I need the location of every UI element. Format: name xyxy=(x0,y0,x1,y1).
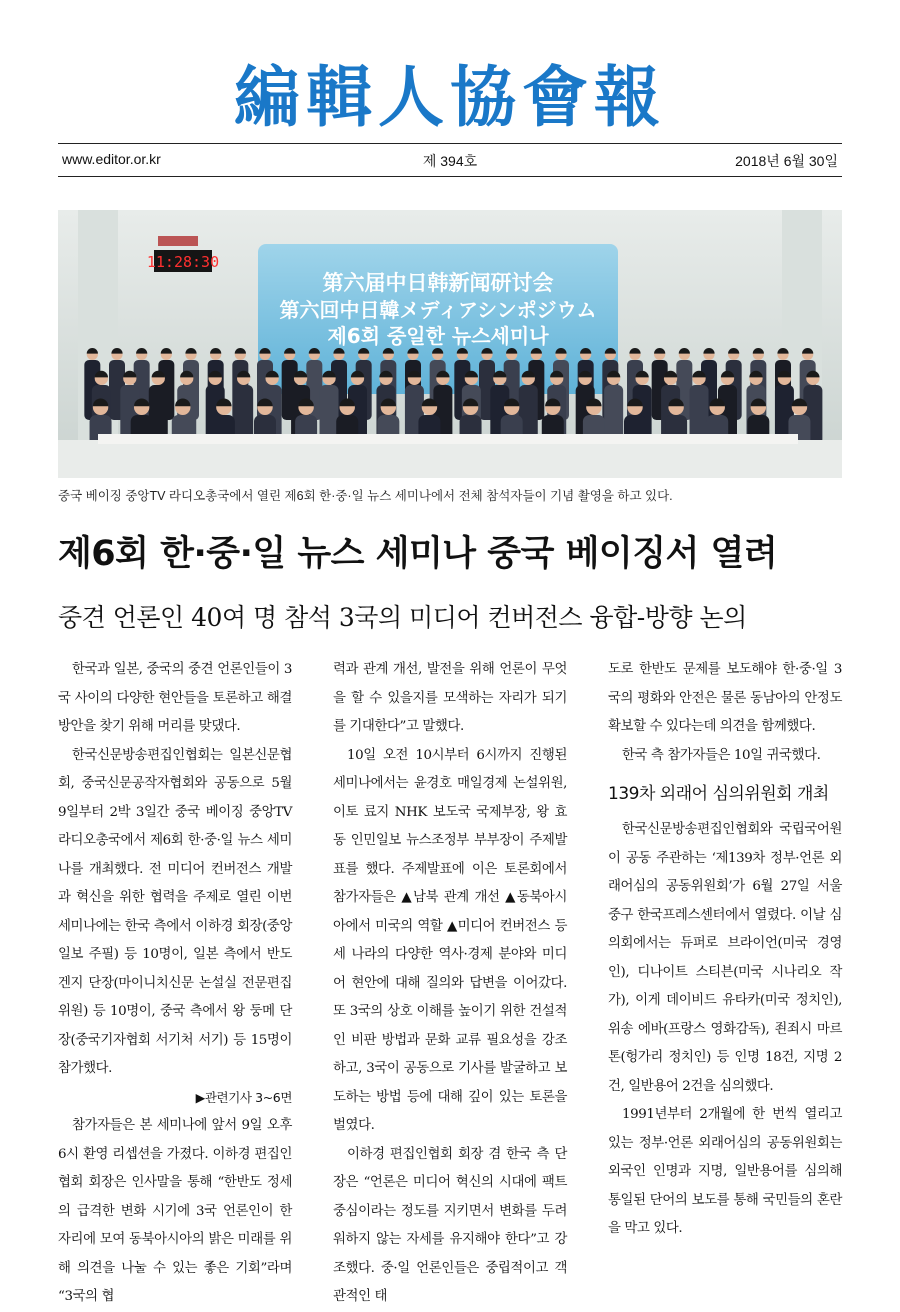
paragraph: 1991년부터 2개월에 한 번씩 열리고 있는 정부·언론 외래어심의 공동위원회는 외국인 인명과 지명, 일반용어를 심의해 통일된 단어의 보도를 통해 국민들의 혼란을 막고 있다. xyxy=(608,1107,842,1236)
paragraph: 한국신문방송편집인협회는 일본신문협회, 중국신문공작자협회와 공동으로 5월 9일부터 2박 3일간 중국 베이징 중앙TV 라디오총국에서 제6회 한·중·일 뉴스 세미나를 개최했다. 전 미디어 컨버전스 개발과 혁신을 위한 협력을 주제로 열린 이번 세미나에는 한국 측에서 이하경 회장(중앙일보 주필) 등 10명이, 일본 측에서 반도 겐지 단장(마이니치신문 논설실 전문편집위원) 등 10명이, 중국 측에서 왕 둥메 단장(중국기자협회 서기처 서기) 등 15명이 참가했다. xyxy=(58,747,292,1076)
article-column-2 xyxy=(333,656,567,1312)
banner-line-2: 第六回中日韓メディアシンポジウム xyxy=(279,298,597,322)
info-bar xyxy=(58,143,842,177)
paragraph: 력과 관계 개선, 발전을 위해 언론이 무엇을 할 수 있을지를 모색하는 자리가 되기를 기대한다”고 말했다. xyxy=(333,662,567,734)
paragraph: 한국과 일본, 중국의 중견 언론인들이 3국 사이의 다양한 현안들을 토론하고 해결 방안을 찾기 위해 머리를 맞댔다. xyxy=(58,662,292,734)
paragraph: 한국 측 참가자들은 10일 귀국했다. xyxy=(622,747,821,763)
clock-display: 11:28:30 xyxy=(146,253,220,271)
group-photo xyxy=(58,210,842,478)
sub-headline: 중견 언론인 40여 명 참석 3국의 미디어 컨버전스 융합-방향 논의 xyxy=(58,603,747,632)
banner-line-3: 제6회 중일한 뉴스세미나 xyxy=(327,324,549,348)
paragraph: 이하경 편집인협회 회장 겸 한국 측 단장은 “언론은 미디어 혁신의 시대에 팩트 중심이라는 정도를 지키면서 변화를 두려워하지 않는 자세를 유지해야 한다”고 강조했다. 중·일 언론인들은 중립적이고 객관적인 태 xyxy=(333,1146,567,1304)
site-url: www.editor.or.kr xyxy=(62,151,161,167)
paragraph: 한국신문방송편집인협회와 국립국어원이 공동 주관하는 ‘제139차 정부·언론 외래어심의 공동위원회’가 6월 27일 서울 중구 한국프레스센터에서 열렸다. 이날 심의회에서는 듀퍼로 브라이언(미국 경영인), 디나이트 스티븐(미국 시나리오 작가), 이게 데이비드 유타카(미국 정치인), 위송 에바(프랑스 영화감독), 죈죄시 마르톤(헝가리 정치인) 등 인명 18건, 지명 2건, 일반용어 2건을 심의했다. xyxy=(608,822,842,1094)
issue-date: 2018년 6월 30일 xyxy=(735,153,838,169)
paragraph: 도로 한반도 문제를 보도해야 한·중·일 3국의 평화와 안전은 물론 동남아의 안정도 확보할 수 있다는데 의견을 함께했다. xyxy=(608,662,842,734)
paragraph: 참가자들은 본 세미나에 앞서 9일 오후 6시 환영 리셉션을 가졌다. 이하경 편집인협회 회장은 인사말을 통해 “한반도 정세의 급격한 변화 시기에 3국 언론인이 한 자리에 모여 동북아시아의 밝은 미래를 위해 의견을 나눌 수 있는 좋은 기회”라며 “3국의 협 xyxy=(58,1118,292,1304)
issue-number: 제 394호 xyxy=(422,153,478,169)
article-column-3 xyxy=(608,656,842,1244)
paragraph: 10일 오전 10시부터 6시까지 진행된 세미나에서는 윤경호 매일경제 논설위원, 이토 료지 NHK 보도국 국제부장, 왕 효동 인민일보 뉴스조정부 부부장이 주제발표를 했다. 주제발표에 이은 토론회에서 참가자들은 ▲남북 관계 개선 ▲동북아시아에서 미국의 역할 ▲미디어 컨버전스 등 세 나라의 다양한 역사·경제 분야와 미디어 현안에 대해 질의와 답변을 이어갔다. 또 3국의 상호 이해를 높이기 위한 건설적인 비판 방법과 문화 교류 필요성을 강조하고, 3국이 공동으로 기사를 발굴하고 보도하는 방법 등에 대해 깊이 있는 토론을 벌였다. xyxy=(333,747,567,1133)
photo-caption: 중국 베이징 중앙TV 라디오총국에서 열린 제6회 한·중·일 뉴스 세미나에서 전체 참석자들이 기념 촬영을 하고 있다. xyxy=(58,489,673,503)
masthead-title: 編輯人協會報 xyxy=(234,59,666,136)
section-heading: 139차 외래어 심의위원회 개최 xyxy=(608,784,829,804)
banner-line-1: 第六届中日韩新闻研讨会 xyxy=(322,271,554,295)
related-articles-link[interactable]: ▶관련기사 3~6면 xyxy=(195,1089,292,1105)
article-column-1 xyxy=(58,656,292,1312)
main-headline: 제6회 한·중·일 뉴스 세미나 중국 베이징서 열려 xyxy=(58,534,778,574)
